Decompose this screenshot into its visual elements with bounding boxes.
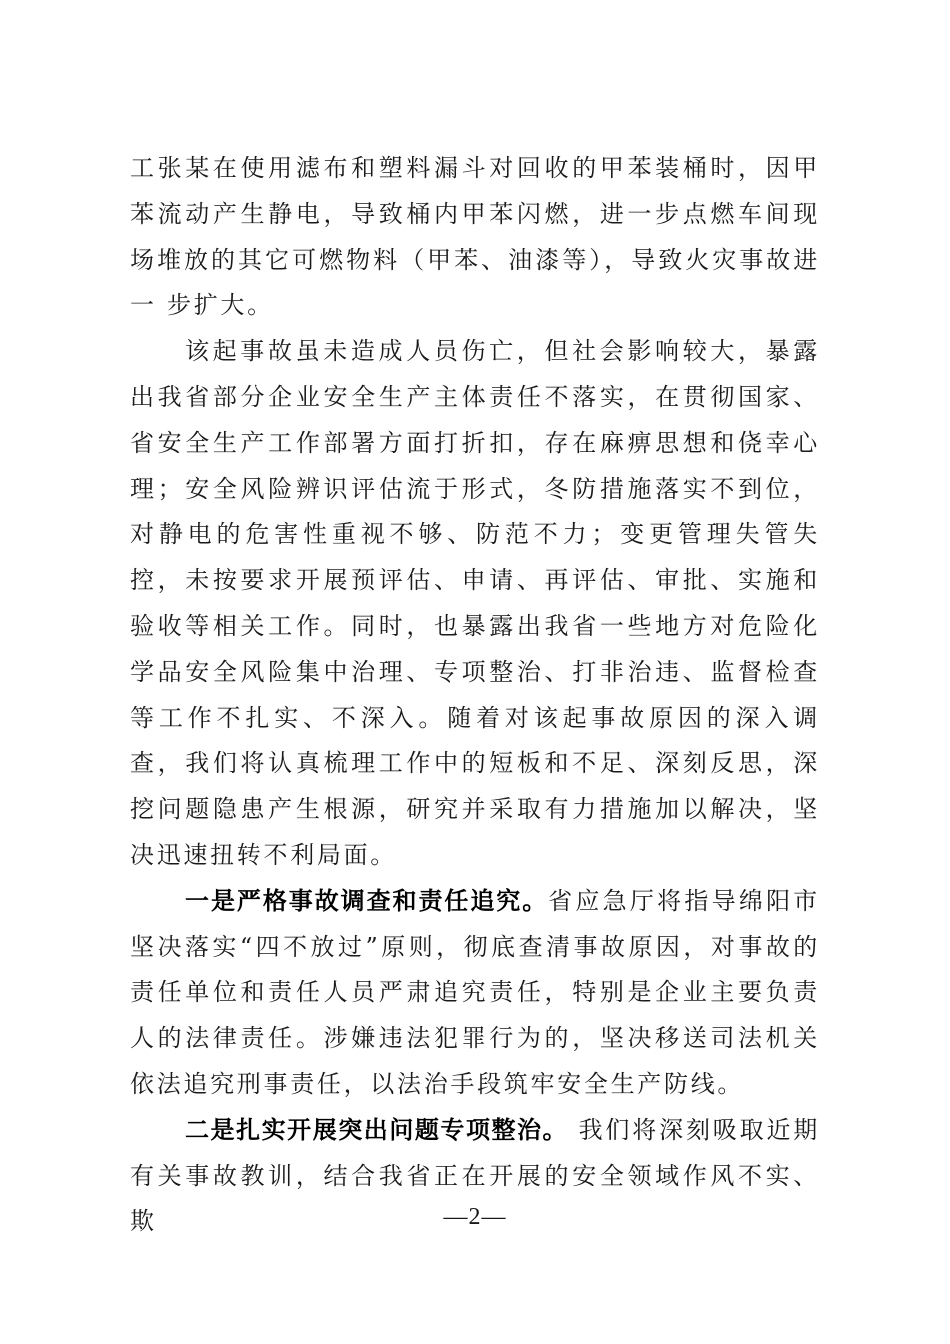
paragraph-2 (130, 329, 820, 879)
paragraph-1-text: 工张某在使用滤布和塑料漏斗对回收的甲苯装桶时，因甲苯流动产生静电，导致桶内甲苯闪燃，进一步点燃车间现场堆放的其它可燃物料（甲苯、油漆等），导致火灾事故进 一 步扩大。 (130, 154, 820, 320)
paragraph-4-text: 我们将深刻吸取近期有关事故教训，结合我省正在开展的安全领域作风不实、欺 (130, 1115, 820, 1236)
page-number: —2— (443, 1204, 507, 1230)
paragraph-3 (130, 879, 820, 1108)
paragraph-3-text: 省应急厅将指导绵阳市坚决落实“四不放过”原则，彻底查清事故原因，对事故的责任单位和责任人员严肃追究责任，特别是企业主要负责人的法律责任。涉嫌违法犯罪行为的，坚决移送司法机关依法追究刑事责任，以法治手段筑牢安全生产防线。 (130, 886, 821, 1098)
paragraph-4-lead: 二是扎实开展突出问题专项整治。 (185, 1115, 569, 1144)
paragraph-2-text: 该起事故虽未造成人员伤亡，但社会影响较大，暴露出我省部分企业安全生产主体责任不落实，在贯彻国家、省安全生产工作部署方面打折扣，存在麻痹思想和侥幸心理；安全风险辨识评估流于形式，冬防措施落实不到位，对静电的危害性重视不够、防范不力；变更管理失管失控，未按要求开展预评估、申请、再评估、审批、实施和验收等相关工作。同时，也暴露出我省一些地方对危险化学品安全风险集中治理、专项整治、打非治违、监督检查等工作不扎实、不深入。随着对该起事故原因的深入调查，我们将认真梳理工作中的短板和不足、深刻反思，深挖问题隐患产生根源，研究并采取有力措施加以解决，坚决迅速扭转不利局面。 (130, 337, 820, 869)
paragraph-1 (130, 146, 820, 329)
document-body (130, 146, 820, 1245)
paragraph-3-lead: 一是严格事故调查和责任追究。 (185, 886, 549, 915)
